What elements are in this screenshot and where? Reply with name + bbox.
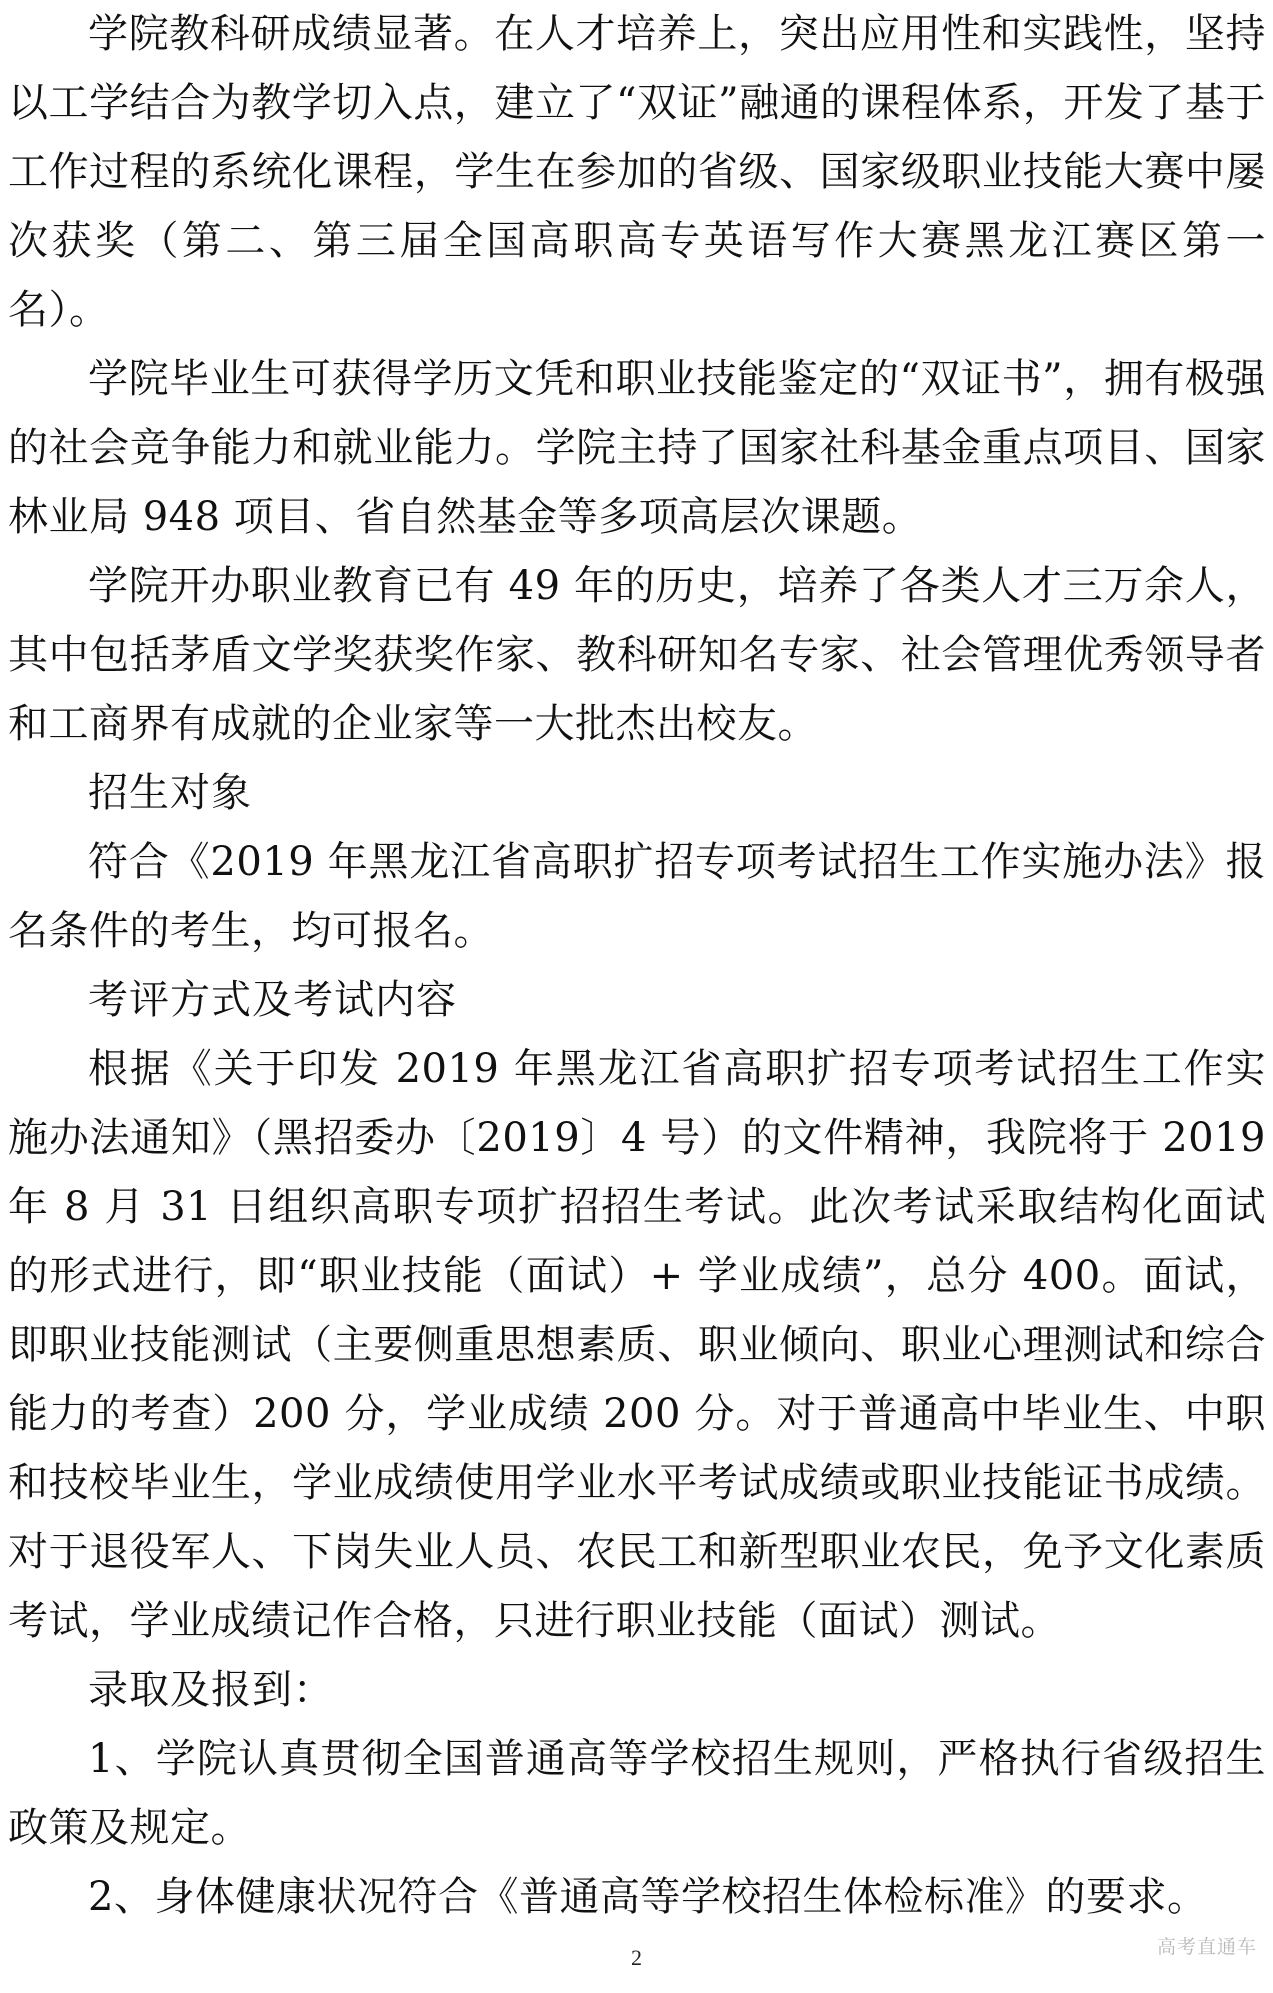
paragraph-research-achievements: 学院教科研成绩显著。在人才培养上，突出应用性和实践性，坚持以工学结合为教学切入点，建立了“双证”融通的课程体系，开发了基于工作过程的系统化课程，学生在参加的省级、国家级职业技能大赛中屡次获奖（第二、第三届全国高职高专英语写作大赛黑龙江赛区第一名）。 <box>8 11 1266 333</box>
page-number: 2 <box>631 1945 642 1970</box>
heading-enrollment: 录取及报到： <box>88 1667 334 1713</box>
list-item-enrollment-1: 1、学院认真贯彻全国普通高等学校招生规则，严格执行省级招生政策及规定。 <box>8 1736 1266 1851</box>
paragraph-admission-target: 符合《2019 年黑龙江省高职扩招专项考试招生工作实施办法》报名条件的考生，均可报名。 <box>8 839 1266 954</box>
paragraph-dual-certificate: 学院毕业生可获得学历文凭和职业技能鉴定的“双证书”，拥有极强的社会竞争能力和就业能力。学院主持了国家社科基金重点项目、国家林业局 948 项目、省自然基金等多项高层次课题。 <box>8 356 1266 540</box>
document-body <box>8 0 1266 1932</box>
paragraph-exam-method: 根据《关于印发 2019 年黑龙江省高职扩招专项考试招生工作实施办法通知》（黑招委办〔2019〕4 号）的文件精神，我院将于 2019 年 8 月 31 日组织高职专项扩招招生考试。此次考试采取结构化面试的形式进行，即“职业技能（面试）+ 学业成绩”，总分 400。面试，即职业技能测试（主要侧重思想素质、职业倾向、职业心理测试和综合能力的考查）200 分，学业成绩 200 分。对于普通高中毕业生、中职和技校毕业生，学业成绩使用学业水平考试成绩或职业技能证书成绩。对于退役军人、下岗失业人员、农民工和新型职业农民，免予文化素质考试，学业成绩记作合格，只进行职业技能（面试）测试。 <box>8 1046 1266 1644</box>
list-item-enrollment-2: 2、身体健康状况符合《普通高等学校招生体检标准》的要求。 <box>88 1874 1208 1920</box>
watermark-logo: 高考直通车 <box>1156 1936 1257 1958</box>
heading-exam-method: 考评方式及考试内容 <box>88 977 457 1023</box>
paragraph-history: 学院开办职业教育已有 49 年的历史，培养了各类人才三万余人，其中包括茅盾文学奖获奖作家、教科研知名专家、社会管理优秀领导者和工商界有成就的企业家等一大批杰出校友。 <box>8 563 1266 747</box>
heading-admission-target: 招生对象 <box>88 770 252 816</box>
